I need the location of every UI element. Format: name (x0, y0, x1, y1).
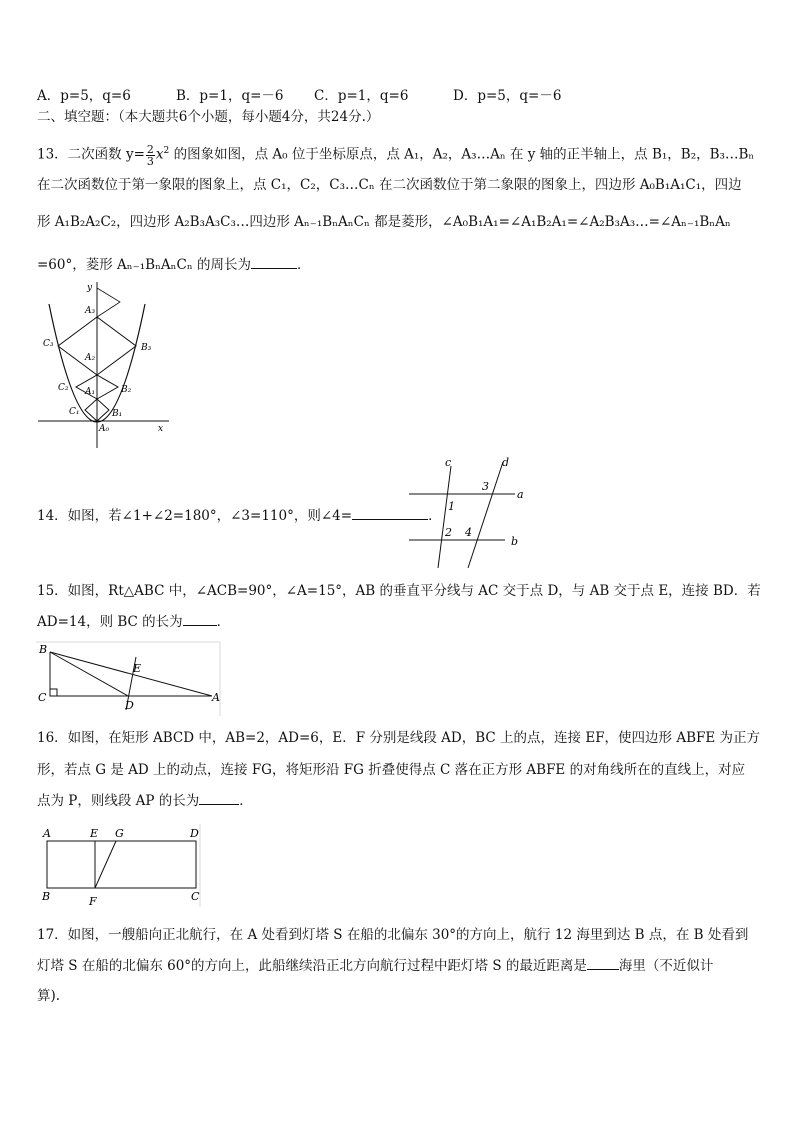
q16-answer-blank[interactable] (199, 790, 239, 805)
q13-exp: 2 (163, 146, 170, 156)
q14-label-a: a (517, 488, 524, 501)
q13-label-b1: B₁ (112, 409, 123, 419)
q13-fraction: $\frac{2}{3}$ (146, 142, 154, 168)
q15-answer-blank[interactable] (183, 611, 217, 626)
q16-label-d: D (190, 827, 199, 840)
q13-label-c1: C₁ (69, 407, 80, 417)
q16-label-f: F (89, 895, 97, 908)
q16-label-a: A (43, 827, 51, 840)
q13-label-c2: C₂ (58, 383, 69, 393)
q14-label-b: b (511, 535, 519, 548)
q15-triangle-figure (35, 640, 225, 718)
q13-label-a2: A₂ (85, 353, 96, 363)
q17-line2: 灯塔 S 在船的北偏东 60°的方向上，此船继续沿正北方向航行过程中距灯塔 S 的最近距离是 海里（不近似计 (37, 955, 713, 976)
q16-rectangle-figure (35, 823, 210, 908)
q13-parabola-figure (35, 280, 175, 452)
q13-label-y: y (87, 283, 93, 293)
q14-parallel-lines-figure (405, 452, 535, 570)
q13-prefix: 13．二次函数 y= (37, 146, 145, 163)
q14-line: 14．如图，若∠1+∠2=180°，∠3=110°，则∠4= ． (37, 505, 442, 526)
q16-label-g: G (115, 827, 124, 840)
choice-d: D．p=5，q=－6 (453, 88, 562, 104)
q13-line4: =60°，菱形 Aₙ₋₁BₙAₙCₙ 的周长为 ． (37, 254, 310, 275)
q13-line1 (37, 138, 754, 168)
q17-line3: 算). (37, 988, 61, 1004)
q15-line1: 15．如图，Rt△ABC 中，∠ACB=90°，∠A=15°，AB 的垂直平分线与 AC 交于点 D，与 AB 交于点 E，连接 BD．若 (37, 583, 761, 599)
q14-label-4: 4 (465, 526, 472, 539)
q15-label-d: D (125, 699, 134, 712)
choice-b: B．p=1，q=－6 (176, 88, 284, 104)
q14-label-2: 2 (445, 526, 452, 539)
q13-line3: 形 A₁B₂A₂C₂，四边形 A₂B₃A₃C₃…四边形 Aₙ₋₁BₙAₙCₙ 都是菱形，∠A₀B₁A₁=∠A₁B₂A₁=∠A₂B₃A₃…=∠Aₙ₋₁BₙAₙ (37, 214, 731, 230)
section-heading: 二、填空题：（本大题共6个小题，每小题4分，共24分.） (37, 109, 380, 125)
q13-line2: 在二次函数位于第一象限的图象上，点 C₁，C₂，C₃…Cₙ 在二次函数位于第二象限的图象上，四边形 A₀B₁A₁C₁，四边 (37, 177, 742, 193)
q15-line2: AD=14，则 BC 的长为 ． (37, 611, 230, 632)
q14-label-3: 3 (482, 480, 489, 493)
q16-label-c: C (191, 890, 200, 903)
q13-label-a0: A₀ (99, 424, 110, 434)
q14-label-1: 1 (448, 500, 455, 513)
q14-label-c: c (445, 456, 452, 469)
q15-label-a: A (212, 691, 220, 704)
q15-label-b: B (39, 643, 48, 656)
choice-c: C．p=1，q=6 (314, 88, 409, 104)
q16-label-e: E (90, 827, 99, 840)
q15-label-c: C (38, 691, 47, 704)
q16-line3: 点为 P，则线段 AP 的长为 ． (37, 790, 253, 811)
q13-label-c3: C₃ (43, 339, 54, 349)
q16-line1: 16．如图，在矩形 ABCD 中，AB=2，AD=6，E．F 分别是线段 AD，BC 上的点，连接 EF，使四边形 ABFE 为正方 (37, 730, 761, 746)
q13-label-b2: B₂ (121, 385, 132, 395)
q16-label-b: B (42, 890, 51, 903)
q16-line2: 形，若点 G 是 AD 上的动点，连接 FG，将矩形沿 FG 折叠使得点 C 落在正方形 ABFE 的对角线所在的直线上，对应 (37, 762, 746, 778)
q13-var-x: x (155, 146, 164, 163)
q13-label-x: x (158, 424, 164, 434)
q13-answer-blank[interactable] (251, 254, 297, 269)
q13-label-a3: A₃ (85, 306, 96, 316)
q13-label-b3: B₃ (141, 343, 152, 353)
q17-line1: 17．如图，一艘船向正北航行，在 A 处看到灯塔 S 在船的北偏东 30°的方向上，航行 12 海里到达 B 点，在 B 处看到 (37, 927, 749, 943)
q14-label-d: d (502, 456, 510, 469)
q17-answer-blank[interactable] (587, 955, 619, 970)
q13-line1-rest: 的图象如图，点 A₀ 位于坐标原点，点 A₁，A₂，A₃…Aₙ 在 y 轴的正半轴上，点 B₁，B₂，B₃…Bₙ (169, 146, 755, 163)
q15-label-e: E (133, 662, 142, 675)
choice-a: A．p=5，q=6 (37, 88, 131, 104)
q13-label-a1: A₁ (85, 387, 96, 397)
